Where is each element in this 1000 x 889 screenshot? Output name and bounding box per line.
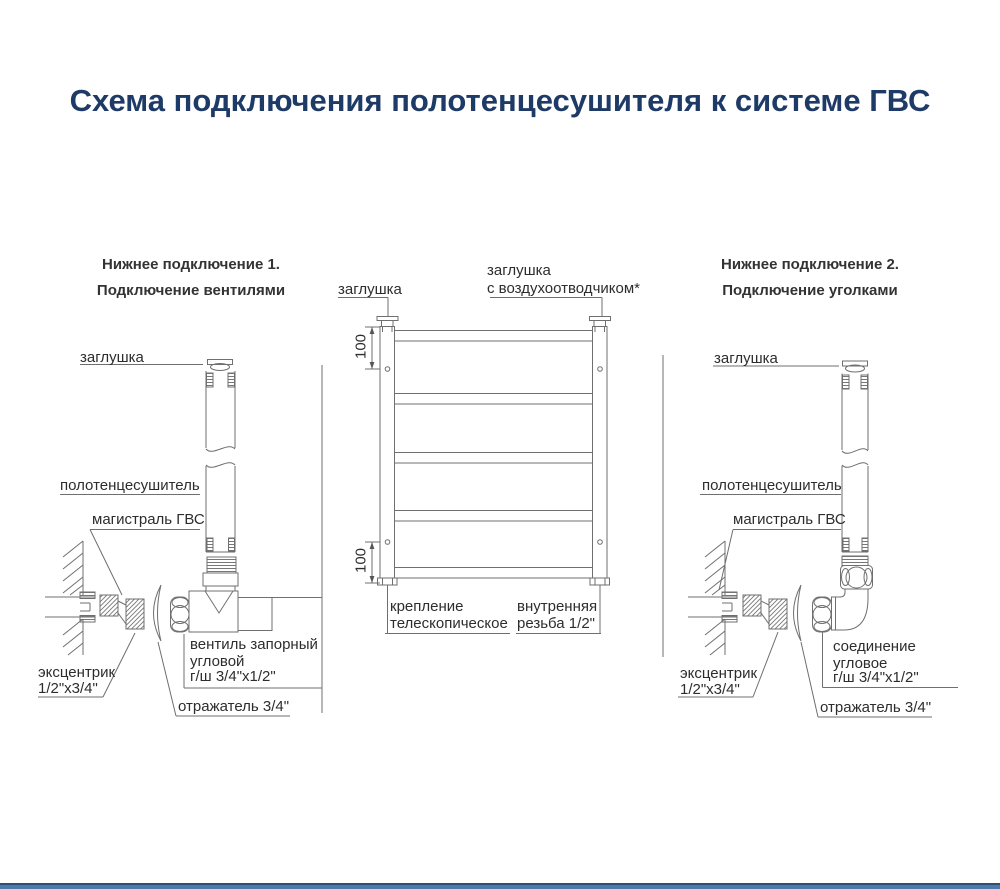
- left-panel-heading-2: Подключение вентилями: [96, 282, 286, 299]
- right-hot-water-main-label: магистраль ГВС: [733, 511, 846, 528]
- right-plug-label: заглушка: [714, 350, 778, 367]
- right-eccentric-label-line1: эксцентрик: [680, 665, 758, 682]
- right-elbow-label-line2: угловое: [833, 655, 888, 672]
- left-valve-label-line3: г/ш 3/4"х1/2": [190, 668, 276, 685]
- left-towel-rail-label: полотенцесушитель: [60, 477, 200, 494]
- left-valve-label-line1: вентиль запорный: [190, 636, 318, 653]
- left-plug-label: заглушка: [80, 349, 144, 366]
- right-elbow-label-line1: соединение: [833, 638, 916, 655]
- left-reflector-label: отражатель 3/4": [178, 698, 290, 715]
- left-panel-heading-1: Нижнее подключение 1.: [102, 256, 280, 273]
- middle-thread-label-line1: внутренняя: [517, 598, 598, 615]
- dimension-100-top: 100: [352, 333, 370, 360]
- left-valve-label-line2: угловой: [190, 653, 245, 670]
- right-panel-heading-2: Подключение уголками: [722, 282, 898, 299]
- right-eccentric-label-line2: 1/2"х3/4": [680, 681, 740, 698]
- right-reflector-label: отражатель 3/4": [820, 699, 932, 716]
- middle-mount-label-line1: крепление: [390, 598, 464, 615]
- left-eccentric-label-line2: 1/2"х3/4": [38, 680, 98, 697]
- left-eccentric-label-line1: эксцентрик: [38, 664, 116, 681]
- right-panel-heading-1: Нижнее подключение 2.: [721, 256, 899, 273]
- left-hot-water-main-label: магистраль ГВС: [92, 511, 205, 528]
- page-title: Схема подключения полотенцесушителя к системе ГВС: [69, 83, 931, 118]
- middle-air-vent-plug-label-line1: заглушка: [487, 262, 551, 279]
- dimension-100-bottom: 100: [352, 547, 370, 574]
- middle-air-vent-plug-label-line2: с воздухоотводчиком*: [487, 280, 640, 297]
- right-towel-rail-label: полотенцесушитель: [702, 477, 842, 494]
- middle-plug-label: заглушка: [338, 281, 402, 298]
- middle-mount-label-line2: телескопическое: [390, 615, 508, 632]
- footer-accent-bar: [0, 883, 1000, 889]
- middle-thread-label-line2: резьба 1/2": [517, 615, 595, 632]
- right-elbow-label-line3: г/ш 3/4"х1/2": [833, 669, 919, 686]
